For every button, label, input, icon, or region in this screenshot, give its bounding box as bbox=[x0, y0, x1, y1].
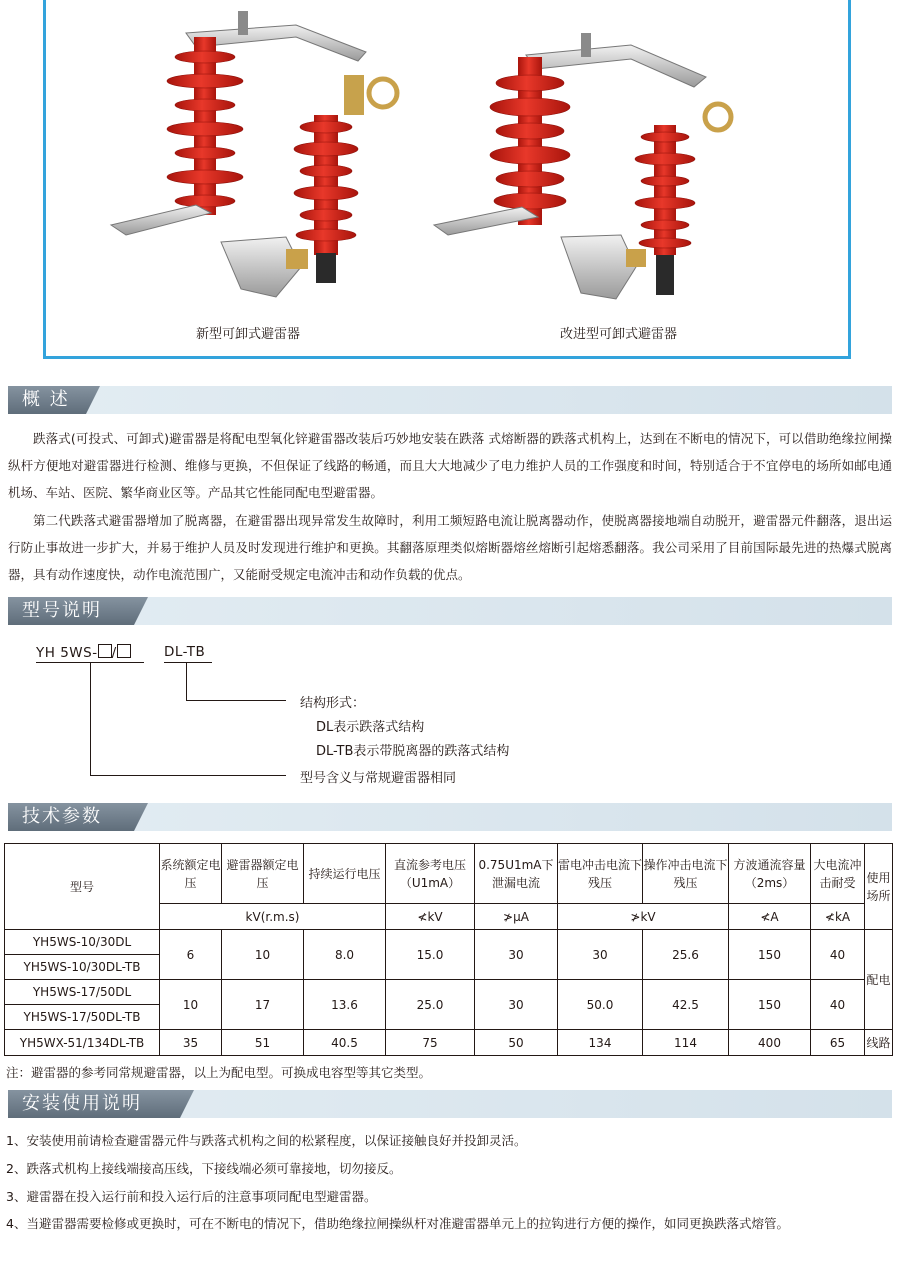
unit-leak: ≯μA bbox=[475, 904, 558, 930]
header-rated-voltage: 系统额定电压 bbox=[160, 844, 222, 904]
model-code-slash: / bbox=[111, 645, 117, 661]
row2-model-b: YH5WS-17/50DL-TB bbox=[5, 1005, 160, 1030]
row1-model-a: YH5WS-10/30DL bbox=[5, 930, 160, 955]
unit-high: ≮kA bbox=[811, 904, 865, 930]
structure-dltb: DL-TB表示带脱离器的跌落式结构 bbox=[316, 744, 510, 759]
install-step-3: 3、避雷器在投入运行前和投入运行后的注意事项同配电型避雷器。 bbox=[6, 1189, 377, 1204]
install-section-header bbox=[8, 1090, 892, 1118]
header-high-current: 大电流冲击耐受 bbox=[811, 844, 865, 904]
row2-v1: 10 bbox=[160, 980, 222, 1030]
row1-v8: 150 bbox=[729, 930, 811, 980]
install-step-4: 4、当避雷器需要检修或更换时，可在不断电的情况下，借助绝缘拉闸操纵杆对准避雷器单元上的拉钩进行方便的操作，如同更换跌落式熔管。 bbox=[6, 1216, 789, 1231]
structure-label: 结构形式： bbox=[300, 696, 366, 711]
structure-connector-v bbox=[186, 663, 187, 700]
product-photo-frame bbox=[43, 0, 851, 359]
overview-title: 概 述 bbox=[22, 389, 70, 410]
row3-v3: 40.5 bbox=[304, 1030, 386, 1056]
row2-v8: 150 bbox=[729, 980, 811, 1030]
row3-v5: 50 bbox=[475, 1030, 558, 1056]
unit-residual: ≯kV bbox=[558, 904, 729, 930]
row1-v5: 30 bbox=[475, 930, 558, 980]
overview-paragraph-2: 第二代跌落式避雷器增加了脱离器，在避雷器出现异常发生故障时，利用工频短路电流让脱离器动作，使脱离器接地端自动脱开，避雷器元件翻落，退出运行防止事故进一步扩大，并易于维护人员及时发现进行维护和更换。其翻落原理类似熔断器熔丝熔断引起熔悉翻落。我公司采用了目前国际最先进的热爆式脱离器，具有动作速度快，动作电流范围广，又能耐受规定电流冲击和动作负载的优点。 bbox=[8, 513, 892, 582]
structure-dl: DL表示跌落式结构 bbox=[316, 720, 425, 735]
usage-line: 线路 bbox=[865, 1030, 893, 1056]
params-title: 技术参数 bbox=[22, 806, 102, 827]
row1-v6: 30 bbox=[558, 930, 643, 980]
header-leakage: 0.75U1mA下泄漏电流 bbox=[475, 844, 558, 904]
row2-model-a: YH5WS-17/50DL bbox=[5, 980, 160, 1005]
overview-section-header bbox=[8, 386, 892, 414]
row2-v7: 42.5 bbox=[643, 980, 729, 1030]
row1-v9: 40 bbox=[811, 930, 865, 980]
row3-v9: 65 bbox=[811, 1030, 865, 1056]
install-title: 安装使用说明 bbox=[22, 1093, 142, 1114]
row2-v6: 50.0 bbox=[558, 980, 643, 1030]
header-lightning-residual: 雷电冲击电流下残压 bbox=[558, 844, 643, 904]
row3-v1: 35 bbox=[160, 1030, 222, 1056]
row1-model-b: YH5WS-10/30DL-TB bbox=[5, 955, 160, 980]
install-step-1: 1、安装使用前请检查避雷器元件与跌落式机构之间的松紧程度，以保证接触良好并投卸灵活。 bbox=[6, 1133, 527, 1148]
row3-v8: 400 bbox=[729, 1030, 811, 1056]
header-model: 型号 bbox=[5, 844, 160, 930]
params-section-header bbox=[8, 803, 892, 831]
unit-dc: ≮kV bbox=[386, 904, 475, 930]
row3-v7: 114 bbox=[643, 1030, 729, 1056]
model-code-suffix: DL-TB bbox=[164, 644, 206, 660]
right-product-caption: 改进型可卸式避雷器 bbox=[560, 327, 678, 342]
install-step-2: 2、跌落式机构上接线端接高压线，下接线端必须可靠接地，切勿接反。 bbox=[6, 1161, 402, 1176]
params-table bbox=[4, 843, 893, 1056]
overview-paragraph-1: 跌落式(可投式、可卸式)避雷器是将配电型氧化锌避雷器改装后巧妙地安装在跌落 式熔断器的跌落式机构上，达到在不断电的情况下，可以借助绝缘拉闸操纵杆方便地对避雷器进行检测、维修与更换，不但保证了线路的畅通，而且大大地减少了电力维护人员的工作强度和时间，特别适合于不宜停电的场所如邮电通机场、车站、医院、繁华商业区等。产品其它性能同配电型避雷器。 bbox=[8, 431, 892, 500]
model-code bbox=[36, 644, 131, 661]
placeholder-box-1 bbox=[98, 644, 112, 658]
meaning-connector-v bbox=[90, 663, 91, 775]
row1-v7: 25.6 bbox=[643, 930, 729, 980]
row3-model: YH5WX-51/134DL-TB bbox=[5, 1030, 160, 1056]
right-arrester-image bbox=[434, 33, 731, 299]
meaning-connector-h bbox=[90, 775, 286, 776]
row2-v4: 25.0 bbox=[386, 980, 475, 1030]
header-square-wave: 方波通流容量（2ms） bbox=[729, 844, 811, 904]
usage-distribution: 配电 bbox=[865, 930, 893, 1030]
header-continuous-voltage: 持续运行电压 bbox=[304, 844, 386, 904]
left-arrester-image bbox=[111, 11, 397, 297]
row2-v3: 13.6 bbox=[304, 980, 386, 1030]
row2-v5: 30 bbox=[475, 980, 558, 1030]
model-section-header bbox=[8, 597, 892, 625]
header-dc-ref: 直流参考电压（U1mA） bbox=[386, 844, 475, 904]
unit-square: ≮A bbox=[729, 904, 811, 930]
structure-connector-h bbox=[186, 700, 286, 701]
left-product-caption: 新型可卸式避雷器 bbox=[196, 327, 301, 342]
model-meaning: 型号含义与常规避雷器相同 bbox=[300, 771, 457, 786]
row1-v4: 15.0 bbox=[386, 930, 475, 980]
product-illustrations bbox=[46, 0, 848, 356]
row2-v9: 40 bbox=[811, 980, 865, 1030]
placeholder-box-2 bbox=[117, 644, 131, 658]
row3-v6: 134 bbox=[558, 1030, 643, 1056]
row3-v4: 75 bbox=[386, 1030, 475, 1056]
row2-v2: 17 bbox=[222, 980, 304, 1030]
model-title: 型号说明 bbox=[22, 600, 102, 621]
header-usage: 使用场所 bbox=[865, 844, 893, 930]
row1-v2: 10 bbox=[222, 930, 304, 980]
row3-v2: 51 bbox=[222, 1030, 304, 1056]
model-suffix-underline bbox=[164, 662, 212, 663]
header-arrester-voltage: 避雷器额定电压 bbox=[222, 844, 304, 904]
row1-v3: 8.0 bbox=[304, 930, 386, 980]
params-note: 注：避雷器的参考同常规避雷器，以上为配电型。可换成电容型等其它类型。 bbox=[6, 1065, 432, 1080]
unit-kv-rms: kV(r.m.s) bbox=[160, 904, 386, 930]
header-switching-residual: 操作冲击电流下残压 bbox=[643, 844, 729, 904]
model-code-prefix: YH 5WS- bbox=[36, 645, 98, 661]
row1-v1: 6 bbox=[160, 930, 222, 980]
